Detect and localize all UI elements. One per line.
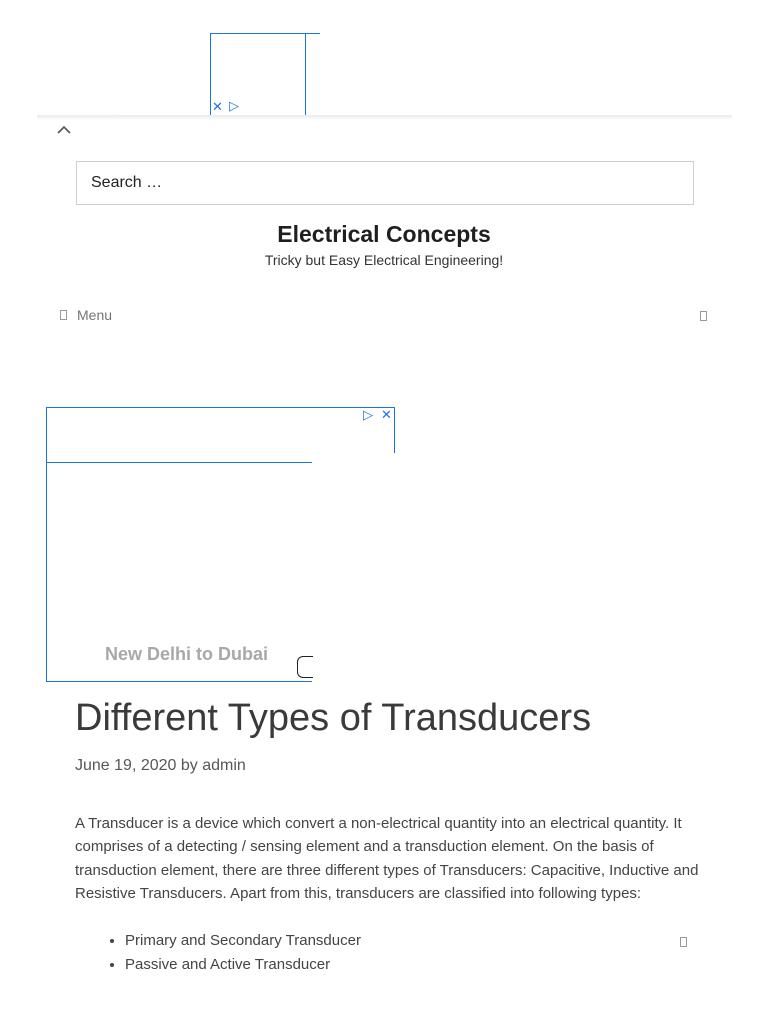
list-item: • Primary and Secondary Transducer — [125, 929, 361, 953]
top-bar-divider — [37, 115, 115, 117]
adchoices-icon[interactable]: ▷ — [363, 408, 373, 423]
menu-toggle-button[interactable] — [60, 307, 112, 323]
post-title: Different Types of Transducers — [75, 697, 592, 739]
menu-icon — [60, 310, 67, 320]
top-ad-border — [306, 33, 320, 34]
ad-border-left — [46, 407, 47, 682]
adchoices-icon[interactable]: ▷ — [229, 99, 239, 114]
site-tagline: Tricky but Easy Electrical Engineering! — [264, 252, 504, 268]
top-ad-frame[interactable] — [210, 33, 306, 115]
ad-divider — [46, 462, 312, 463]
search-input[interactable] — [76, 161, 694, 205]
ad-border-bottom — [46, 681, 312, 682]
chevron-up-icon[interactable] — [56, 123, 72, 135]
transducer-type-list — [104, 929, 361, 977]
top-bar-shadow — [37, 115, 732, 120]
post-by-label: by — [180, 757, 198, 774]
ad-border-top — [46, 407, 395, 408]
share-icon[interactable] — [680, 937, 687, 947]
ad-close-icon[interactable]: ✕ — [212, 100, 223, 115]
ad-close-icon[interactable]: ✕ — [381, 408, 392, 423]
ad-headline[interactable]: New Delhi to Dubai — [105, 644, 269, 664]
search-icon[interactable] — [700, 311, 707, 321]
site-title[interactable]: Electrical Concepts — [277, 221, 491, 247]
ad-cta-button[interactable] — [297, 656, 313, 678]
post-date-link[interactable]: June 19, 2020 — [75, 757, 177, 774]
post-author-link[interactable]: admin — [202, 757, 246, 774]
list-item: • Passive and Active Transducer — [125, 953, 361, 977]
ad-border-right — [394, 407, 395, 453]
post-intro: A Transducer is a device which convert a non-electrical quantity into an electrical quantity. It comprises of a detecting / sensing element and a transduction element. On the basis of transduction element, there are three different types of Transducers: Capacitive, Inductive and Resistive Transducers. Apart from this, transducers are classified into following types: — [75, 815, 699, 903]
post-meta — [75, 757, 246, 775]
menu-label: Menu — [77, 307, 113, 323]
